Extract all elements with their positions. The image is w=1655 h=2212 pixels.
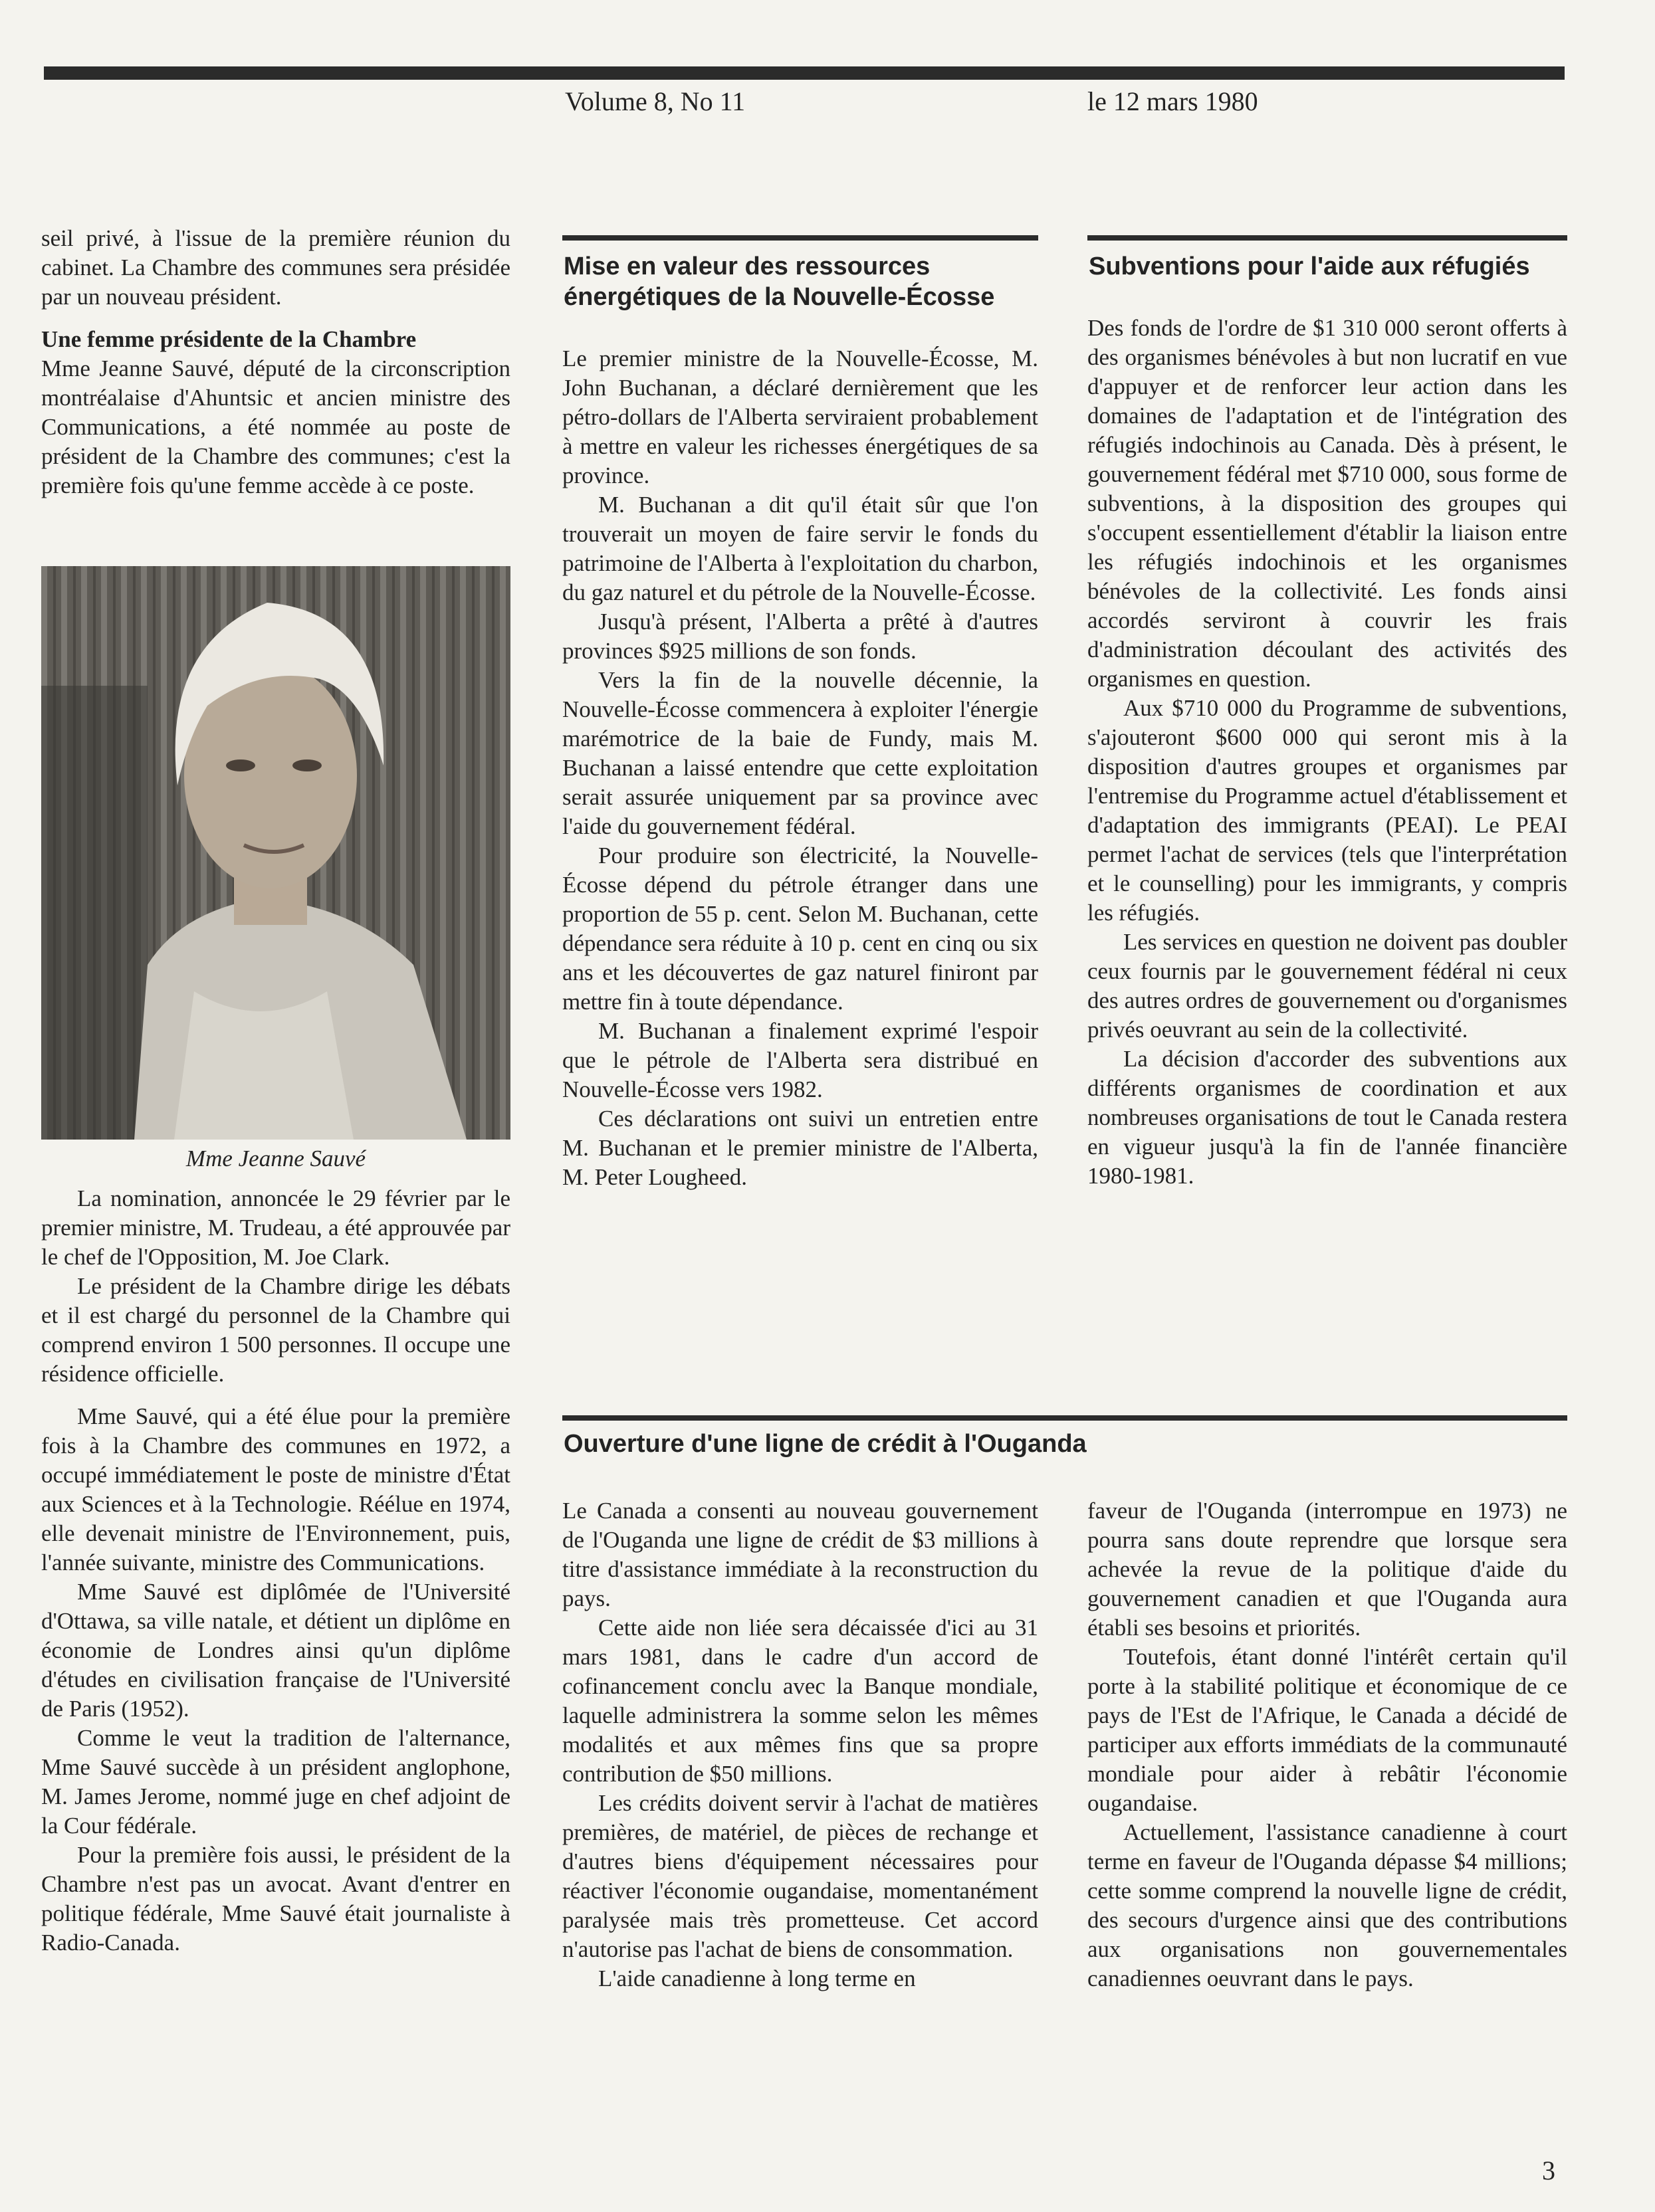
- paragraph: Le président de la Chambre dirige les débats et il est chargé du personnel de la Chambre qui comprend environ 1 500 personnes. Il occupe une résidence officielle.: [41, 1273, 510, 1387]
- paragraph: La décision d'accorder des subventions aux différents organismes de coordination et aux nombreuses organisations de tout le Canada restera en vigueur jusqu'à la fin de l'année financière 1980-1981.: [1087, 1046, 1567, 1189]
- volume-number: Volume 8, No 11: [565, 86, 746, 116]
- paragraph: Le premier ministre de la Nouvelle-Écosse, M. John Buchanan, a déclaré dernièrement que les pétro-dollars de l'Alberta serviraient probablement à mettre en valeur les richesses énergétiques de sa province.: [562, 346, 1038, 488]
- paragraph: Jusqu'à présent, l'Alberta a prêté à d'autres provinces $925 millions de son fonds.: [562, 609, 1038, 664]
- article-headline: Subventions pour l'aide aux réfugiés: [1089, 252, 1530, 280]
- paragraph: M. Buchanan a finalement exprimé l'espoir que le pétrole de l'Alberta sera distribué en Nouvelle-Écosse vers 1982.: [562, 1018, 1038, 1102]
- masthead-rule: [44, 66, 1565, 80]
- lead-paragraph: Mme Jeanne Sauvé, député de la circonscription montréalaise d'Ahuntsic et ancien ministre des Communications, a été nommée au poste de président de la Chambre des communes; c'est la première fois qu'une femme accède à ce poste.: [41, 355, 510, 498]
- paragraph: Mme Sauvé est diplômée de l'Université d'Ottawa, sa ville natale, et détient un diplôme en économie de Londres ainsi qu'un diplôme d'études en civilisation française de l'Université de Paris (1952).: [41, 1579, 510, 1722]
- article-headline: Ouverture d'une ligne de crédit à l'Ouganda: [564, 1430, 1087, 1458]
- article-body-right: [1087, 1496, 1567, 1993]
- article-body-left: [562, 1496, 1038, 1993]
- paragraph: Le Canada a consenti au nouveau gouvernement de l'Ouganda une ligne de crédit de $3 millions à titre d'assistance immédiate à la reconstruction du pays.: [562, 1498, 1038, 1611]
- paragraph: Pour la première fois aussi, le président de la Chambre n'est pas un avocat. Avant d'entrer en politique fédérale, Mme Sauvé était journaliste à Radio-Canada.: [41, 1842, 510, 1956]
- paragraph: Ces déclarations ont suivi un entretien entre M. Buchanan et le premier ministre de l'Alberta, M. Peter Lougheed.: [562, 1106, 1038, 1190]
- article-headline: Mise en valeur des ressources énergétiques de la Nouvelle-Écosse: [564, 252, 995, 311]
- paragraph: M. Buchanan a dit qu'il était sûr que l'on trouverait un moyen de faire servir le fonds du patrimoine de l'Alberta à l'exploitation du charbon, du gaz naturel et du pétrole de la Nouvelle-Écosse.: [562, 492, 1038, 605]
- paragraph: faveur de l'Ouganda (interrompue en 1973) ne pourra sans doute reprendre que lorsque sera achevée la revue de la politique d'aide du gouvernement canadien et que l'Ouganda aura établi ses besoins et priorités.: [1087, 1498, 1567, 1641]
- issue-date: le 12 mars 1980: [1087, 86, 1258, 116]
- section-subhead: Une femme présidente de la Chambre: [41, 326, 417, 352]
- page-number: 3: [1542, 2156, 1555, 2185]
- article-rule: [562, 1415, 1567, 1421]
- article-rule: [562, 235, 1038, 241]
- paragraph: Aux $710 000 du Programme de subventions, s'ajouteront $600 000 qui seront mis à la disposition d'autres groupes et organismes par l'entremise du Programme actuel d'établissement et d'adaptation des immigrants (PEAI). Le PEAI permet l'achat de services (tels que l'interprétation et le counselling) pour les immigrants, y compris les réfugiés.: [1087, 695, 1567, 926]
- paragraph: Mme Sauvé, qui a été élue pour la première fois à la Chambre des communes en 1972, a occupé immédiatement le poste de ministre d'État aux Sciences et à la Technologie. Réélue en 1974, elle devenait ministre de l'Environnement, puis, l'année suivante, ministre des Communications.: [41, 1403, 510, 1575]
- article-body: [1087, 314, 1567, 1191]
- paragraph: Comme le veut la tradition de l'alternance, Mme Sauvé succède à un président anglophone, M. James Jerome, nommé juge en chef adjoint de la Cour fédérale.: [41, 1725, 510, 1839]
- paragraph: Actuellement, l'assistance canadienne à court terme en faveur de l'Ouganda dépasse $4 millions; cette somme comprend la nouvelle ligne de crédit, des secours d'urgence ainsi que des contributions aux organisations non gouvernementales canadiennes oeuvrant dans le pays.: [1087, 1819, 1567, 1991]
- column-left-bottom: [41, 1184, 510, 1958]
- paragraph: Toutefois, étant donné l'intérêt certain qu'il porte à la stabilité politique et économique de ce pays de l'Est de l'Afrique, le Canada a décidé de participer aux efforts immédiats de la communauté mondiale pour aider à rebâtir l'économie ougandaise.: [1087, 1644, 1567, 1816]
- paragraph: L'aide canadienne à long terme en: [598, 1965, 916, 1991]
- paragraph: La nomination, annoncée le 29 février par le premier ministre, M. Trudeau, a été approuvée par le chef de l'Opposition, M. Joe Clark.: [41, 1185, 510, 1270]
- paragraph: Les crédits doivent servir à l'achat de matières premières, de matériel, de pièces de rechange et d'autres biens d'équipement nécessaires pour réactiver l'économie ougandaise, momentanément paralysée mais très prometteuse. Cet accord n'autorise pas l'achat de biens de consommation.: [562, 1790, 1038, 1962]
- article-rule: [1087, 235, 1567, 241]
- intro-paragraph: seil privé, à l'issue de la première réunion du cabinet. La Chambre des communes sera présidée par un nouveau président.: [41, 225, 510, 310]
- paragraph: Cette aide non liée sera décaissée d'ici au 31 mars 1981, dans le cadre d'un accord de cofinancement conclu avec la Banque mondiale, laquelle administrera la somme selon les mêmes modalités et aux mêmes fins que sa propre contribution de $50 millions.: [562, 1615, 1038, 1787]
- column-left-top: [41, 224, 510, 500]
- paragraph: Vers la fin de la nouvelle décennie, la Nouvelle-Écosse commencera à exploiter l'énergie marémotrice de la baie de Fundy, mais M. Buchanan a laissé entendre que cette exploitation serait assurée uniquement par sa province avec l'aide du gouvernement fédéral.: [562, 667, 1038, 839]
- paragraph: Les services en question ne doivent pas doubler ceux fournis par le gouvernement fédéral ni ceux des autres ordres de gouvernement ou d'organismes privés oeuvrant au sein de la collectivité.: [1087, 929, 1567, 1043]
- paragraph: Des fonds de l'ordre de $1 310 000 seront offerts à des organismes bénévoles à but non lucratif en vue d'appuyer et de renforcer leur action dans les domaines de l'adaptation et de l'intégration des réfugiés indochinois au Canada. Dès à présent, le gouvernement fédéral met $710 000, sous forme de subventions, à la disposition des groupes qui s'occupent essentiellement d'établir la liaison entre les réfugiés indochinois et les organismes bénévoles de la collectivité. Les fonds ainsi accordés serviront à couvrir les frais d'administration découlant des activités des organismes en question.: [1087, 315, 1567, 692]
- portrait-photo: [41, 566, 510, 1140]
- photo-caption: Mme Jeanne Sauvé: [185, 1146, 366, 1171]
- paragraph: Pour produire son électricité, la Nouvelle-Écosse dépend du pétrole étranger dans une proportion de 55 p. cent. Selon M. Buchanan, cette dépendance sera réduite à 10 p. cent en cinq ou six ans et les découvertes de gaz naturel finiront par mettre fin à toute dépendance.: [562, 843, 1038, 1015]
- article-body: [562, 344, 1038, 1192]
